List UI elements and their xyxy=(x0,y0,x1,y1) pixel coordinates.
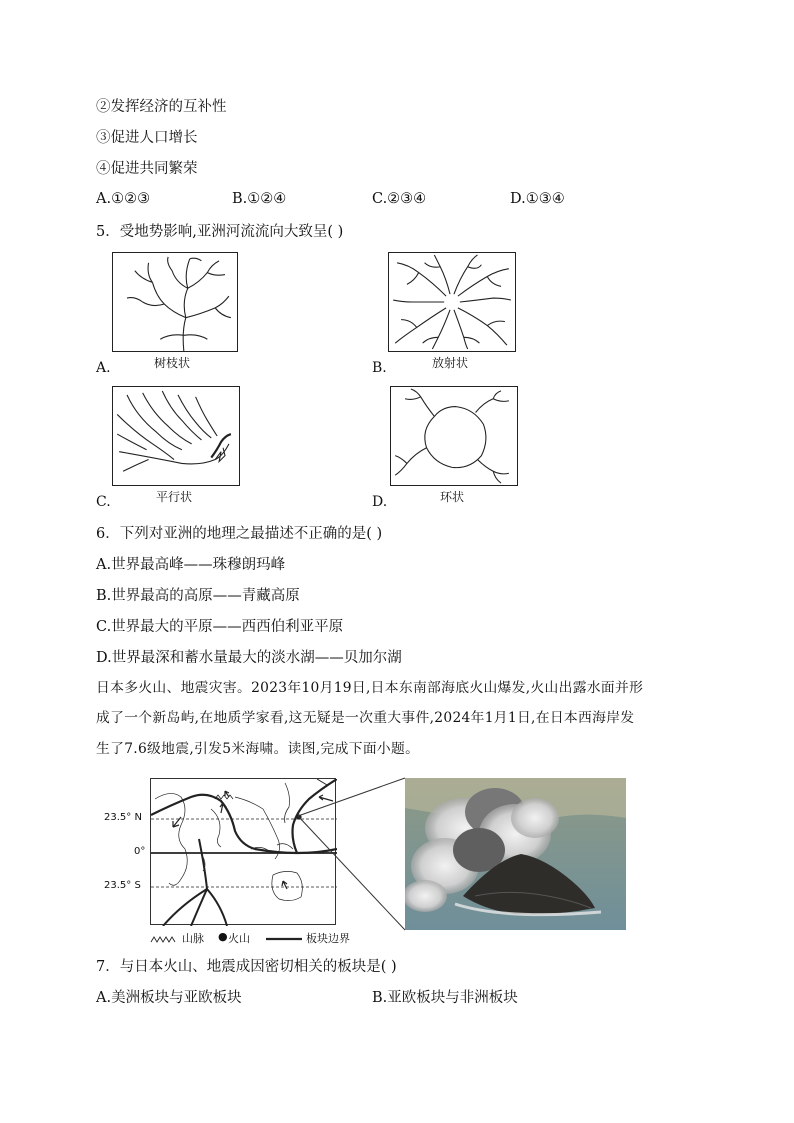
q7-option-b[interactable]: B.亚欧板块与非洲板块 xyxy=(372,990,518,1006)
radial-caption: 放射状 xyxy=(432,356,469,370)
mountain-legend-icon xyxy=(150,934,180,944)
q4-item-3: ③促进人口增长 xyxy=(96,130,198,146)
parallel-caption: 平行状 xyxy=(156,490,193,504)
lat-label-equator: 0° xyxy=(134,846,146,857)
boundary-legend-icon xyxy=(264,934,304,944)
volcano-eruption-photo xyxy=(405,778,626,930)
passage-line-2: 成了一个新岛屿,在地质学家看,这无疑是一次重大事件,2024年1月1日,在日本西海岸发 xyxy=(96,710,635,726)
q5-option-a-letter[interactable]: A. xyxy=(96,360,111,376)
legend-boundary-label: 板块边界 xyxy=(306,932,350,945)
q4-option-d[interactable]: D.①③④ xyxy=(510,191,565,207)
annular-drainage-figure xyxy=(390,386,518,486)
lat-label-23s: 23.5° S xyxy=(104,880,141,891)
q6-stem: 6．下列对亚洲的地理之最描述不正确的是( ) xyxy=(96,526,383,542)
dendritic-caption: 树枝状 xyxy=(154,356,191,370)
legend-volcano-label: 火山 xyxy=(228,932,250,945)
q6-option-a[interactable]: A.世界最高峰——珠穆朗玛峰 xyxy=(96,557,286,573)
lat-label-23n: 23.5° N xyxy=(104,812,142,823)
dendritic-drainage-figure xyxy=(112,252,238,352)
q4-option-c[interactable]: C.②③④ xyxy=(372,191,427,207)
q4-option-b[interactable]: B.①②④ xyxy=(232,191,287,207)
plate-boundary-map xyxy=(150,778,336,925)
q6-option-c[interactable]: C.世界最大的平原——西西伯利亚平原 xyxy=(96,619,344,635)
q5-option-b-letter[interactable]: B. xyxy=(372,360,387,376)
legend-mountain-label: 山脉 xyxy=(182,932,204,945)
q6-option-b[interactable]: B.世界最高的高原——青藏高原 xyxy=(96,588,300,604)
q7-option-a[interactable]: A.美洲板块与亚欧板块 xyxy=(96,990,242,1006)
passage-line-3: 生了7.6级地震,引发5米海啸。读图,完成下面小题。 xyxy=(96,741,420,757)
passage-line-1: 日本多火山、地震灾害。2023年10月19日,日本东南部海底火山爆发,火山出露水面并形 xyxy=(96,680,644,696)
q4-item-4: ④促进共同繁荣 xyxy=(96,161,198,177)
q5-stem: 5．受地势影响,亚洲河流流向大致呈( ) xyxy=(96,224,344,240)
q5-option-d-letter[interactable]: D. xyxy=(372,494,388,510)
q7-stem: 7．与日本火山、地震成因密切相关的板块是( ) xyxy=(96,959,397,975)
parallel-drainage-figure xyxy=(112,386,240,486)
q4-item-2: ②发挥经济的互补性 xyxy=(96,99,227,115)
q5-option-c-letter[interactable]: C. xyxy=(96,494,111,510)
q4-option-a[interactable]: A.①②③ xyxy=(96,191,151,207)
annular-caption: 环状 xyxy=(440,490,465,504)
q6-option-d[interactable]: D.世界最深和蓄水量最大的淡水湖——贝加尔湖 xyxy=(96,650,402,666)
volcano-legend-icon: ● xyxy=(218,930,228,943)
radial-drainage-figure xyxy=(388,252,516,352)
